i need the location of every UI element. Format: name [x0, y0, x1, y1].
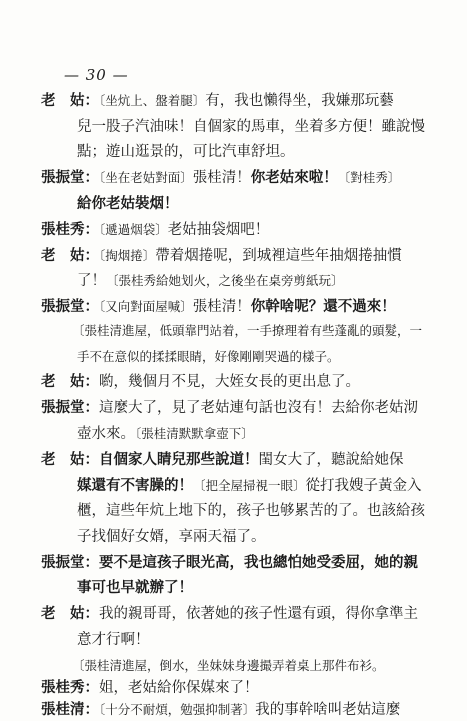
script-line — [41, 699, 455, 721]
script-line — [41, 219, 455, 241]
dialogue-text: 從打我嫂子黃金入 — [305, 478, 422, 494]
speaker-name: 張桂清： — [41, 701, 99, 718]
stage-direction: 〔張桂清默默拿壺下〕 — [135, 426, 254, 441]
script-line — [41, 90, 455, 112]
speaker-name: 張振堂： — [41, 298, 99, 315]
speaker-name: 老 姑： — [41, 247, 99, 264]
dialogue-text: 子找個好女婿，享兩天福了。 — [77, 529, 266, 545]
script-line — [41, 371, 455, 393]
stage-direction: 〔張桂清進屋，倒水，坐妹妹身邊撮弄着桌上那件布衫。 — [72, 658, 385, 673]
dialogue-text: 了！ — [77, 273, 106, 289]
dialogue-text: 給你老姑裝烟！ — [77, 195, 179, 212]
speaker-name: 老 姑： — [41, 373, 99, 390]
script-line — [41, 167, 455, 189]
dialogue-text: 帶着烟捲呢，到城裡這些年抽烟捲抽慣 — [155, 248, 402, 264]
dialogue-text: 媒還有不害臊的！ — [77, 477, 193, 494]
dialogue-text: 張桂清！ — [192, 170, 251, 186]
stage-direction: 〔坐在老姑對面〕 — [99, 170, 193, 185]
dialogue-text: 意才行啊！ — [77, 632, 150, 648]
dialogue-text: 有，我也懶得坐，我嫌那玩藝 — [205, 93, 394, 109]
script-line — [41, 245, 455, 267]
stage-direction: 〔坐炕上、盤着腿〕 — [99, 93, 206, 108]
script-line — [72, 655, 455, 677]
script-line — [41, 603, 455, 625]
dialogue-text: 我的親哥哥，依著她的孩子性還有頭，得你拿準主 — [99, 606, 418, 622]
dialogue-text: 你老姑來啦！ — [250, 169, 338, 186]
script-line — [77, 116, 455, 138]
dialogue-text: 要不是這孩子眼光高，我也總怕她受委屈，她的親 — [99, 554, 418, 571]
speaker-name: 老 姑： — [41, 451, 99, 468]
script-line — [41, 397, 455, 419]
stage-direction: 〔張桂秀給她划火，之後坐在桌旁剪紙玩〕 — [106, 273, 344, 288]
dialogue-text: 自個家人睛兒那些說道！ — [99, 451, 259, 468]
dialogue-text: 你幹啥呢？還不過來！ — [250, 298, 396, 315]
stage-direction: 〔對桂秀〕 — [337, 170, 401, 185]
dialogue-text: 壺水來。 — [77, 426, 135, 442]
script-line — [77, 193, 455, 215]
dialogue-text: 我的事幹啥叫老姑這麼 — [255, 702, 401, 718]
page-number: — 30 — — [64, 66, 129, 84]
script-line — [41, 449, 455, 471]
stage-direction: 〔遞過烟袋〕 — [99, 222, 168, 237]
speaker-name: 老 姑： — [41, 605, 99, 622]
dialogue-text: 老姑抽袋烟吧！ — [167, 222, 270, 238]
stage-direction: 〔掏烟捲〕 — [99, 248, 156, 263]
script-line — [41, 677, 455, 699]
stage-direction: 〔十分不耐煩，勉强抑制著〕 — [99, 702, 256, 717]
speaker-name: 老 姑： — [41, 92, 99, 109]
script-line — [72, 320, 455, 342]
script-line — [77, 270, 455, 292]
script-line — [77, 500, 455, 522]
dialogue-text: 喲，幾個月不見，大姪女長的更出息了。 — [99, 374, 360, 390]
script-line — [77, 141, 455, 163]
dialogue-text: 點；遊山逛景的，可比汽車舒坦。 — [77, 144, 295, 160]
stage-direction: 〔張桂清進屋，低頭靠門站着，一手撩理着有些蓬亂的頭髮，一 — [72, 323, 423, 338]
dialogue-text: 兒一股子汽油味！自個家的馬車，坐着多方便！雖說慢 — [77, 119, 425, 135]
script-line — [77, 423, 455, 445]
script-line — [77, 346, 455, 368]
speaker-name: 張振堂： — [41, 169, 99, 186]
script-line — [77, 577, 455, 599]
speaker-name: 張桂秀： — [41, 679, 99, 696]
script-line — [77, 629, 455, 651]
speaker-name: 張桂秀： — [41, 221, 99, 238]
stage-direction: 〔把全屋掃視一眼〕 — [193, 478, 306, 493]
script-line — [77, 475, 455, 497]
dialogue-text: 姐，老姑給你保媒來了！ — [99, 680, 259, 696]
dialogue-text: 事可也早就辦了！ — [77, 579, 193, 596]
dialogue-text: 這麼大了，見了老姑連句話也沒有！去給你老姑沏 — [99, 400, 418, 416]
stage-direction: 〔又向對面屋喊〕 — [99, 299, 193, 314]
stage-direction: 手不在意似的揉揉眼睛，好像剛剛哭過的樣子。 — [77, 349, 340, 364]
script-line — [41, 296, 455, 318]
dialogue-text: 櫃，這些年炕上地下的，孩子也够累苦的了。也該給孩 — [77, 503, 425, 519]
speaker-name: 張振堂： — [41, 554, 99, 571]
dialogue-text: 閨女大了，聽說給她保 — [258, 452, 404, 468]
script-line — [77, 526, 455, 548]
dialogue-text: 張桂清！ — [192, 299, 251, 315]
speaker-name: 張振堂： — [41, 399, 99, 416]
script-line — [41, 552, 455, 574]
